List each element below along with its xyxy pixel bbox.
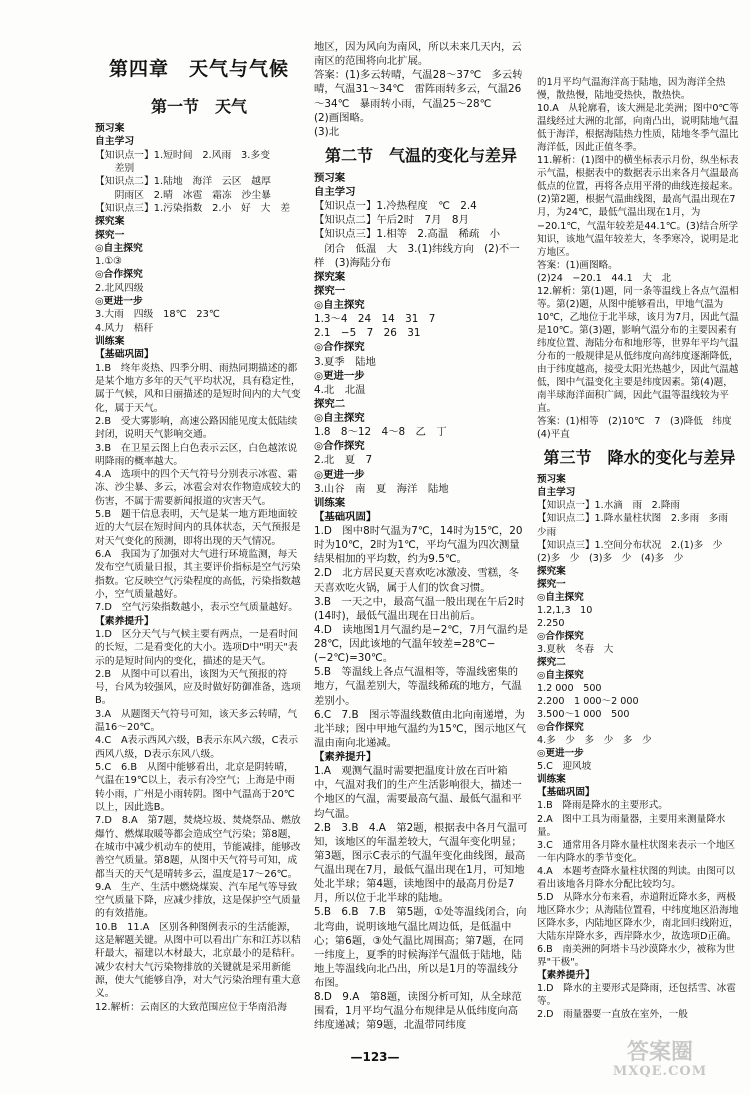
answer-line: 11.解析：(1)图中的横坐标表示月份，纵坐标表示气温，根据表中的数据表示出来各月气温最高低点的位置，再将各点用平滑的曲线连接起来。(2)第2题，根据气温曲线图，最高气温出现在7月，为24℃，最低气温出现在1月，为−20.1℃，气温年较差是44.1℃。(3)结合所学知识，该地气温年较差大，冬季寒冷，说明是北方地区。 [537, 155, 739, 258]
answer-line: 5.B 题干信息表明，天气是某一地方距地面较近的大气层在短时间内的具体状态，天气预报是对天气变化的预测，即将出现的天气情况。 [95, 509, 301, 547]
section-label: 训练案 [95, 336, 125, 347]
subsection-label: 探究一 [314, 284, 346, 297]
answer-line: 2.北风四级 [95, 282, 144, 294]
answer-line: 4.北 北温 [314, 383, 366, 396]
answer-line: 8.D 9.A 第8题，读图分析可知，从全球范围看，1月平均气温分布规律是从低纬度向高纬度递减；第9题，北温带同纬度 [314, 991, 522, 1032]
subsection-label: ◎自主探究 [537, 670, 584, 682]
answer-line: 2.250 [537, 617, 565, 629]
section-label: 预习案 [314, 171, 346, 184]
answer-line: 2.北 夏 7 [314, 454, 373, 467]
answer-line: 地区，因为风向为南风，所以未来几天内，云南区的范围将向北扩展。 [314, 41, 522, 68]
answer-line: 2.B 从图中可以看出，该图为天气预报的符号，台风为较强风，应及时做好防御准备，选项B。 [95, 668, 301, 707]
answer-line: 1.B 终年炎热、四季分明、雨热同期描述的都是某个地方多年的天气平均状况，具有稳定性，属于气候，风和日丽描述的是短时间内的大气变化，属于天气。 [95, 362, 301, 414]
answer-line: 4.C A表示西风六级，B表示东风六级，C表示西风八级，D表示东风八级。 [95, 735, 298, 760]
answer-line: 答案：(1)多云转晴，气温28～37℃ 多云转晴，气温31～34℃ 雷阵雨转多云，气温26～34℃ 暴雨转小雨，气温25～28℃ [314, 69, 523, 110]
page-number: —123— [350, 1050, 400, 1064]
column-middle [314, 40, 528, 1033]
answer-line: 6.A 我国为了加强对大气进行环境监测，每天发布空气质量日报，其主要评价指标是空气污染指数。它反映空气污染程度的高低，污染指数越小，空气质量越好。 [95, 549, 301, 600]
answer-line: 3.B 在卫星云图上白色表示云区，白色越浓说明降雨的概率越大。 [95, 442, 298, 467]
answer-line: 5.C 6.B 从图中能够看出，北京是阴转晴，气温在19℃以上，表示有冷空气；上海是中雨转小雨，广州是小雨转阴。图中气温高于20℃以上，因此选B。 [95, 762, 295, 813]
answer-line: 【知识点二】午后2时 7月 8月 [314, 214, 469, 227]
answer-line: 4.A 选项中的四个天气符号分别表示冰雹、霜冻、沙尘暴、多云，冰雹会对农作物造成较大的伤害，不属于需要新闻报道的灾害天气。 [95, 469, 301, 507]
section-title: 第三节 降水的变化与差异 [543, 448, 736, 468]
subsection-label: ◎更进一步 [537, 748, 584, 760]
section-label: 训练案 [314, 496, 346, 509]
section-label: 预习案 [537, 474, 566, 486]
answer-line: 1.A 观测气温时需要把温度计放在百叶箱中，气温对我们的生产生活影响很大，描述一个地区的气温，需要最高气温、最低气温和平均气温。 [314, 765, 522, 820]
answer-line: 【知识点三】1.污染指数 2.小 好 大 差 [95, 202, 291, 214]
answer-line: (2)24 −20.1 44.1 大 北 [537, 272, 672, 284]
section-label: 自主学习 [95, 136, 135, 148]
answer-line: 答案：(1)画图略。 [537, 259, 618, 271]
answer-line: 【知识点三】1.相等 2.高温 稀疏 小 [314, 228, 501, 241]
answer-line: 3.500～1 000 500 [537, 709, 630, 721]
answer-line: 2.200 1 000～2 000 [537, 696, 639, 708]
answer-line: 3.夏秋 冬春 大 [537, 643, 614, 655]
section-label: 【素养提升】 [314, 751, 377, 763]
subsection-label: ◎自主探究 [314, 299, 365, 311]
answer-line: 1.8 8～12 4～8 乙 丁 [314, 426, 447, 439]
subsection-label: ◎合作探究 [95, 269, 143, 281]
watermark-logo [605, 1040, 715, 1084]
answer-line: 12.解析：云南区的大致范围应位于华南沿海 [95, 1001, 287, 1013]
subsection-label: ◎合作探究 [537, 722, 584, 734]
answer-line: 的1月平均气温海洋高于陆地，因为海洋全热慢，散热慢，陆地受热快，散热快。 [537, 77, 726, 102]
section-title: 第一节 天气 [150, 97, 247, 116]
section-label: 【基础巩固】 [95, 349, 154, 361]
answer-line: 4.D 读地图1月气温约是−2℃，7月气温约是28℃，因此该地的气温年较差=28℃−(−2℃)=30℃。 [314, 623, 528, 665]
answer-line: 10.A 从轮廓看，该大洲是北美洲；图中0℃等温线经过大洲的北部，向南凸出，说明陆地气温低于海洋，根据海陆热力性质，陆地冬季气温比海洋低，因此正值冬季。 [537, 103, 739, 154]
column-right [537, 76, 742, 1021]
answer-line: 3.B 一天之中，最高气温一般出现在午后2时(14时)，最低气温出现在日出前后。 [314, 595, 525, 622]
answer-line: 1.2,1,3 10 [537, 604, 593, 616]
answer-line: 12.解析：第(1)题，同一条等温线上各点气温相等。第(2)题，从图中能够看出，甲地气温为10℃，乙地位于北半球，该月为7月，因此气温是10℃。第(3)题，影响气温分布的主要因素有纬度位置、海陆分布和地形等，世界年平均气温分布的一般规律是从低纬度向高纬度逐渐降低，由于纬度越高，接受太阳光热越少，因此气温越低，图中气温变化主要是纬度因素。第(4)题，南半球海洋面积广阔，因此气温等温线较为平直。 [537, 285, 739, 415]
answer-line: 【知识点一】1.短时间 2.风雨 3.多变 [95, 149, 270, 161]
answer-line: 1.2 000 500 [537, 683, 602, 695]
subsection-label: ◎自主探究 [314, 412, 365, 424]
answer-line: 1.B 降雨是降水的主要形式。 [537, 800, 668, 812]
answer-line: 1.D 图中8时气温为7℃，14时为15℃，20时为10℃，2时为1℃，平均气温为四次测量结果相加的平均数，约为9.5℃。 [314, 525, 523, 566]
subsection-label: ◎更进一步 [95, 296, 143, 308]
answer-line: 3.夏季 陆地 [314, 355, 376, 368]
section-label: 探究案 [537, 565, 566, 577]
subsection-label: ◎合作探究 [314, 440, 365, 453]
answer-line: 4.A 本题考查降水量柱状图的判读。由图可以看出该地各月降水分配比较均匀。 [537, 865, 735, 890]
section-label: 探究案 [314, 270, 346, 283]
subsection-label: 探究二 [537, 656, 566, 668]
answer-line: (3)北 [314, 125, 340, 138]
subsection-label: ◎合作探究 [314, 341, 365, 354]
section-title: 第二节 气温的变化与差异 [324, 145, 517, 165]
subsection-label: 探究二 [314, 397, 346, 410]
section-label: 【素养提升】 [95, 615, 154, 627]
answer-line: 差别 [95, 162, 135, 174]
answer-line: 6.C 7.B 图示等温线数值由北向南递增，为北半球；图中甲地气温约为15℃，图示地区气温由南向北递减。 [314, 708, 526, 749]
answer-line: 2.1 −5 7 26 31 [314, 327, 421, 340]
answer-line: 5.C 迎风坡 [537, 761, 592, 773]
answer-line: 【知识点二】1.陆地 海洋 云区 越厚 [95, 176, 271, 188]
answer-line: 1.D 降水的主要形式是降雨，还包括雪、冰雹等。 [537, 983, 736, 1008]
answer-line: 3.C 通常用各月降水量柱状图来表示一个地区一年内降水的季节变化。 [537, 839, 736, 864]
answer-line: 7.D 8.A 第7题，焚烧垃圾、焚烧祭品、燃放爆竹、燃煤取暖等都会造成空气污染；第8题，在城市中减少机动车的使用，节能减排，能够改善空气质量。第8题，从图中天气符号可知，成都当天的天气是晴转多云，温度是17～26℃。 [95, 815, 301, 880]
answer-line: 2.B 受大雾影响，高速公路因能见度太低陆续封闭，说明天气影响交通。 [95, 415, 298, 441]
answer-line: 1.3～4 24 14 31 7 [314, 313, 436, 326]
section-label: 【素养提升】 [537, 970, 595, 982]
answer-line: 【知识点一】1.水滴 雨 2.降雨 [537, 500, 681, 512]
chapter-title: 第四章 天气与气候 [108, 58, 289, 80]
answer-line: 3.大雨 四级 18℃ 23℃ [95, 309, 220, 321]
answer-line: 6.B 南美洲的阿塔卡马沙漠降水少，被称为世界"干极"。 [537, 944, 736, 969]
subsection-label: 探究一 [537, 578, 566, 590]
answer-line: 闭合 低温 大 3.(1)纬线方向 (2)不一样 (3)海陆分布 [314, 242, 520, 269]
section-label: 训练案 [537, 774, 566, 786]
subsection-label: 探究一 [95, 229, 125, 241]
section-label: 预习案 [95, 123, 125, 134]
answer-line: 10.B 11.A 区别各种图例表示的生活能源，这是解题关键。从图中可以看出广东和江苏以秸秆最大，福建以木材最大，北京最小的是秸秆。减少农村大气污染物排放的关键就是采用新能源，使大气能够自净，对大气污染治理有重大意义。 [95, 921, 301, 1000]
answer-line: 9.A 生产、生活中燃烧煤炭、汽车尾气等导致空气质量下降，应减少排放，这是保护空气质量的有效措施。 [95, 881, 301, 920]
answer-line: 3.A 从题图天气符号可知，该天多云转晴，气温16～20℃。 [95, 708, 298, 734]
subsection-label: ◎自主探究 [537, 591, 584, 603]
section-label: 自主学习 [314, 186, 356, 198]
subsection-label: ◎更进一步 [314, 369, 365, 382]
answer-line: 2.A 图中工具为雨量器，主要用来测量降水量。 [537, 813, 726, 838]
subsection-label: ◎合作探究 [537, 630, 584, 642]
answer-line: 5.B 6.B 7.B 第5题，①处等温线闭合，向北弯曲，说明该地气温比周边低，是低温中心；第6题，③处气温比周围高；第7题，在同一纬度上，夏季的时候海洋气温低于陆地，陆地上等温线向北凸出，所以是1月的等温线分布图。 [314, 906, 527, 989]
answer-line: (2)画图略。 [314, 111, 371, 124]
watermark-text: 答案圈 [626, 1039, 693, 1065]
answer-line: 3.山谷 南 夏 海洋 陆地 [314, 482, 449, 495]
answer-line: 2.D 雨量器要一直放在室外，一般 [537, 1009, 688, 1021]
watermark-url: MXQE.COM [612, 1064, 708, 1079]
answer-line: 【知识点一】1.冷热程度 ℃ 2.4 [314, 200, 477, 213]
answer-line: 2.D 北方居民夏天喜欢吃冰激凌、雪糕，冬天喜欢吃火锅，属于人们的饮食习惯。 [314, 567, 519, 594]
answer-line: 1.D 区分天气与气候主要有两点，一是看时间的长短，二是看变化的大小。选项D中"明天"表示的是短时间内的变化，描述的是天气。 [95, 628, 299, 667]
answer-line: 2.B 3.B 4.A 第2题，根据表中各月气温可知，该地区的年温差较大，气温年变化明显；第3题，图示C表示的气温年变化曲线图，最高气温出现在7月，最低气温出现在1月，可知地处北半球；第4题，读地图中的最高月份是7月，所以位于北半球的陆地。 [314, 821, 528, 905]
section-label: 探究案 [95, 216, 125, 228]
answer-line: 4.多 少 多 少 多 少 [537, 735, 652, 747]
section-label: 【基础巩固】 [314, 510, 377, 523]
answer-line: 1.①③ [95, 256, 122, 268]
answer-line: 7.D 空气污染指数越小，表示空气质量越好。 [95, 602, 299, 614]
answer-line: 【知识点三】1.空间分布状况 2.(1)多 少 (2)多 少 (3)多 少 (4)多 少 [537, 539, 732, 564]
answer-line: 【知识点二】1.降水量柱状图 2.多雨 多雨 少雨 [537, 513, 738, 538]
section-label: 【基础巩固】 [537, 787, 595, 799]
section-label: 自主学习 [537, 487, 576, 499]
subsection-label: ◎自主探究 [95, 242, 143, 254]
answer-line: 5.D 从降水分布来看，赤道附近降水多，两极地区降水少；从海陆位置看，中纬度地区沿海地区降水多，内陆地区降水少，南北回归线附近，大陆东岸降水多，西岸降水少，故选项D正确。 [537, 891, 739, 942]
answer-line: 5.B 等温线上各点气温相等，等温线密集的地方，气温差别大，等温线稀疏的地方，气温差别小。 [314, 666, 522, 707]
answer-line: 阴雨区 2.晴 冰雹 霜冻 沙尘暴 [95, 189, 271, 201]
subsection-label: ◎更进一步 [314, 468, 365, 481]
column-left [95, 40, 303, 1014]
answer-line: 答案：(1)相等 (2)10℃ 7 (3)降低 纬度 (4)平直 [537, 416, 742, 441]
answer-line: 4.风力 梧秆 [95, 322, 154, 334]
